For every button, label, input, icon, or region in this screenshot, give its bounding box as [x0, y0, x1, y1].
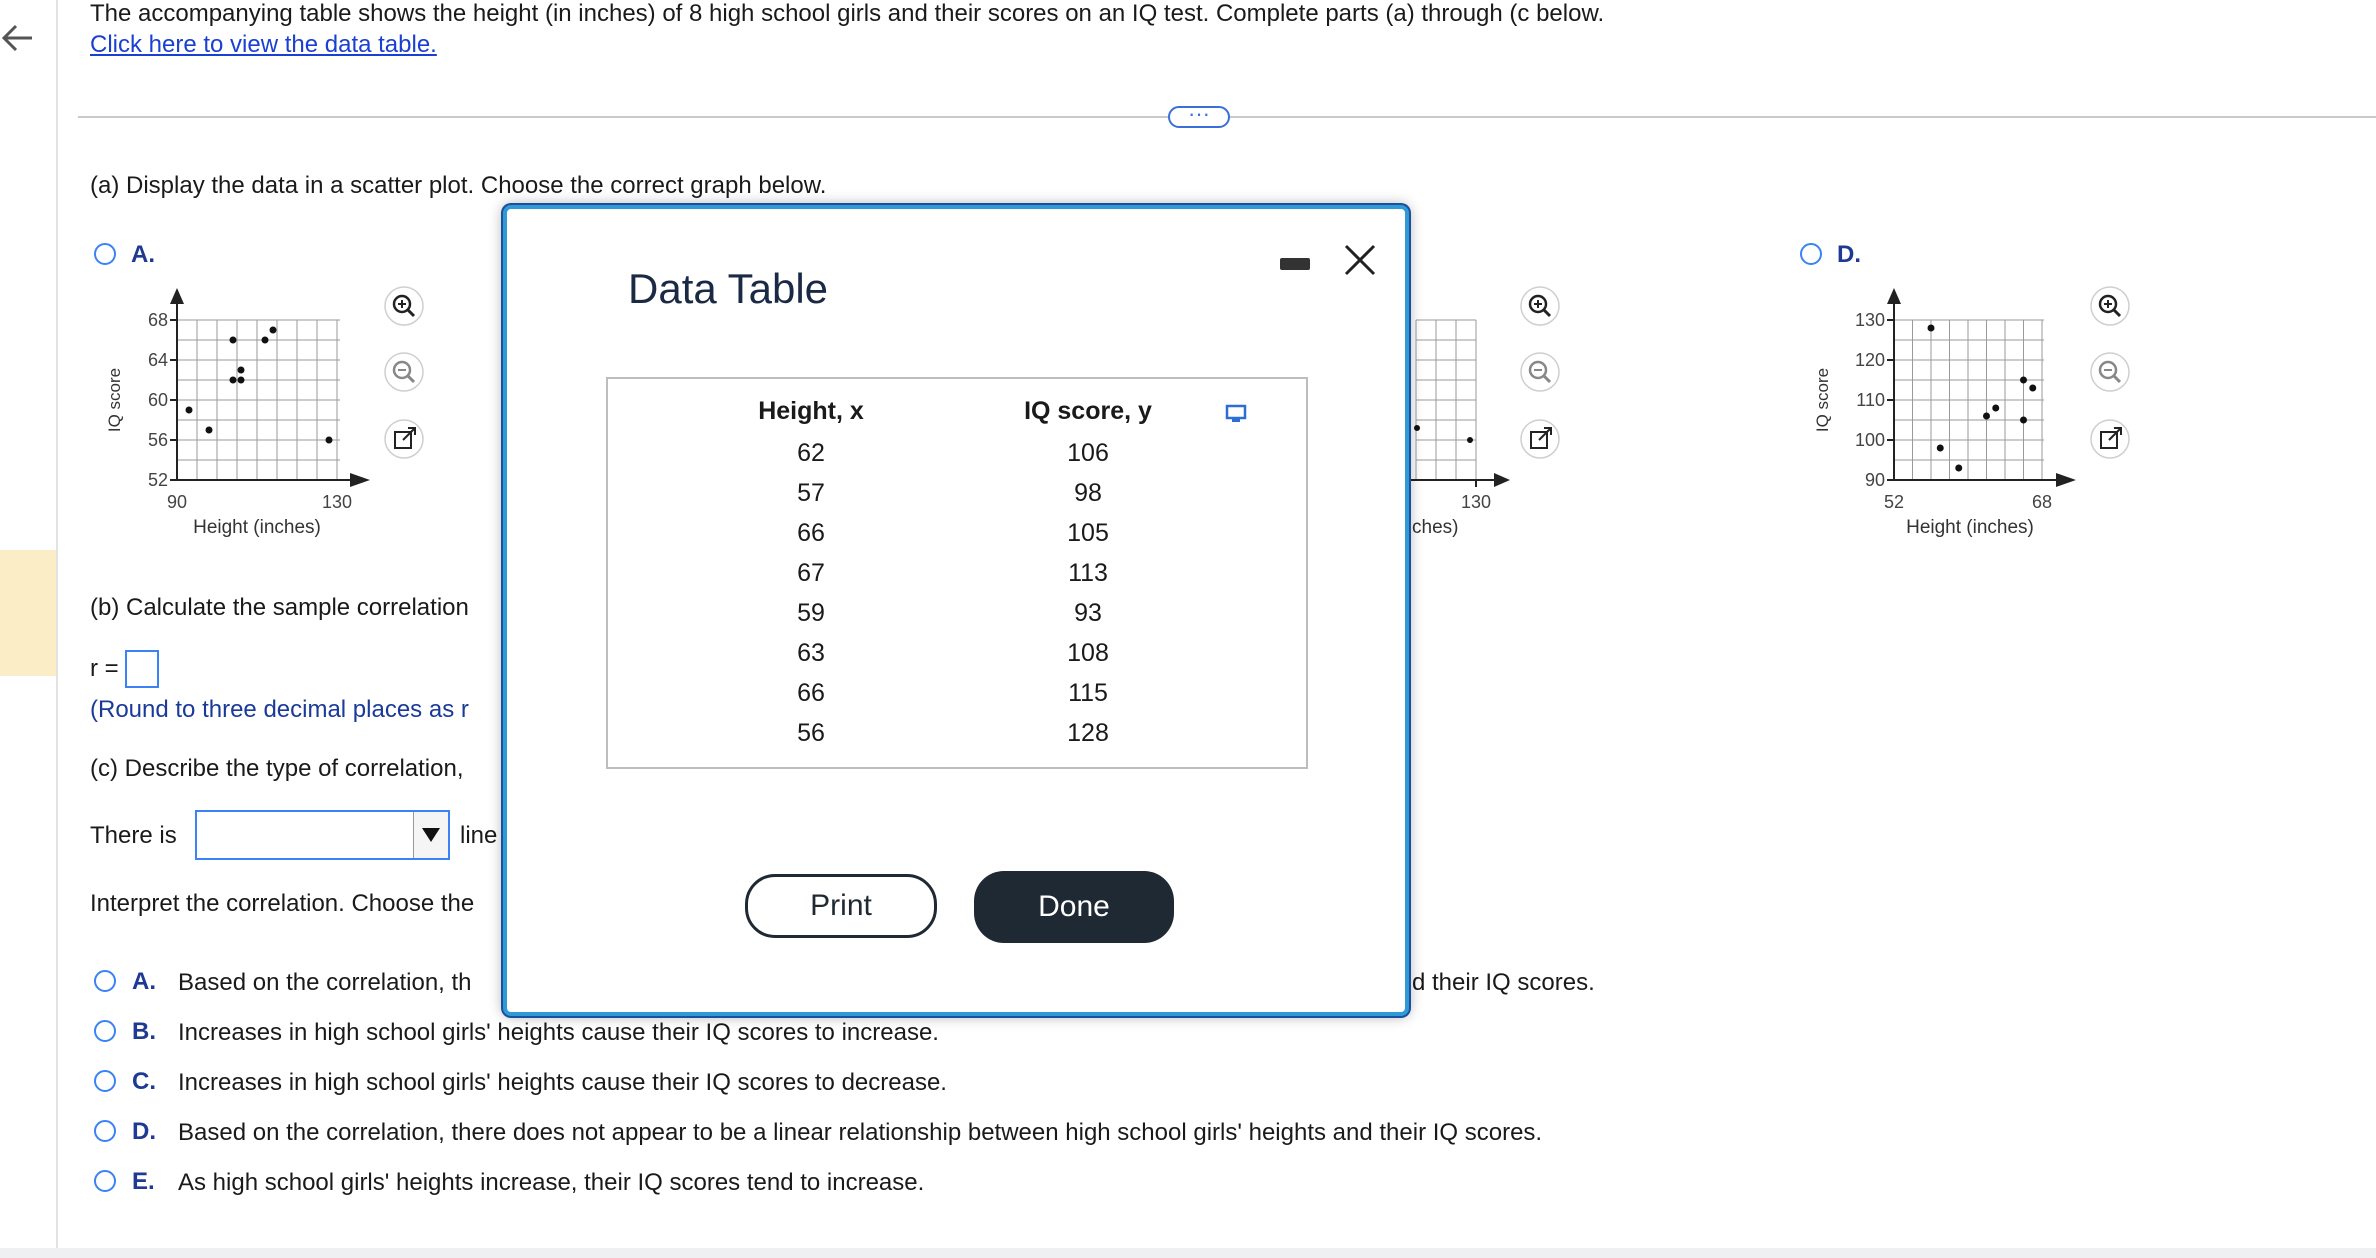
- left-border: [56, 0, 58, 1258]
- iq-cell: 98: [1074, 479, 1102, 507]
- point-d-3: [1983, 413, 1990, 420]
- table-row: [608, 479, 1306, 519]
- point-d-0: [1928, 325, 1935, 332]
- correlation-type-dropdown[interactable]: [195, 810, 450, 860]
- iq-cell: 105: [1067, 519, 1109, 547]
- xtick-a-0: 90: [166, 492, 188, 512]
- ytick-a-2: 60: [147, 390, 168, 410]
- table-row: [608, 519, 1306, 559]
- iq-cell: 108: [1067, 639, 1109, 667]
- answer-d-letter: D.: [132, 1118, 156, 1145]
- iq-cell: 106: [1067, 439, 1109, 467]
- scatter-plot-d: [1800, 280, 2100, 550]
- part-c-prompt: (c) Describe the type of correlation,: [90, 755, 464, 782]
- point-a-3: [230, 377, 237, 384]
- answer-a-radio[interactable]: [94, 970, 116, 992]
- table-row: [608, 599, 1306, 639]
- answer-b-text: Increases in high school girls' heights cause their IQ scores to increase.: [178, 1019, 939, 1046]
- zoom-in-icon-d[interactable]: [2089, 285, 2131, 327]
- point-d-6: [2020, 377, 2027, 384]
- point-d-5: [2020, 417, 2027, 424]
- answer-b-radio[interactable]: [94, 1020, 116, 1042]
- table-row: [608, 439, 1306, 479]
- answer-c-radio[interactable]: [94, 1070, 116, 1092]
- ytick-d-2: 110: [1856, 390, 1885, 410]
- table-row: [608, 559, 1306, 599]
- point-a-4: [238, 367, 245, 374]
- zoom-in-icon-c[interactable]: [1519, 285, 1561, 327]
- answer-a-letter: A.: [132, 968, 156, 995]
- xtick-a-1: 130: [321, 492, 353, 512]
- answer-d-text: Based on the correlation, there does not appear to be a linear relationship between high school girls' heights and their IQ scores.: [178, 1119, 1543, 1146]
- zoom-out-icon[interactable]: [383, 351, 425, 393]
- zoom-in-icon[interactable]: [383, 285, 425, 327]
- open-external-icon-c[interactable]: [1519, 418, 1561, 460]
- interpret-prompt: Interpret the correlation. Choose the: [90, 890, 475, 917]
- round-note: (Round to three decimal places as r: [90, 696, 469, 723]
- height-cell: 56: [797, 719, 825, 747]
- ytick-d-0: 130: [1854, 310, 1885, 330]
- iq-cell: 115: [1068, 679, 1108, 707]
- option-a-letter: A.: [131, 241, 155, 268]
- point-a-6: [262, 337, 269, 344]
- bottom-bar: [0, 1248, 2376, 1258]
- answer-e-radio[interactable]: [94, 1170, 116, 1192]
- xtick-d-0: 52: [1883, 492, 1905, 512]
- point-c-2: [1414, 425, 1420, 431]
- part-a-prompt: (a) Display the data in a scatter plot. Choose the correct graph below.: [90, 172, 827, 199]
- x-arrow-a: [350, 473, 370, 487]
- ytick-d-1: 120: [1854, 350, 1885, 370]
- highlight-bar: [0, 550, 56, 676]
- there-is-label: There is: [90, 822, 177, 849]
- xlabel-a: Height (inches): [193, 517, 321, 538]
- scatter-plot-c-partial: [1400, 300, 1520, 540]
- answer-a-tail: d their IQ scores.: [1412, 969, 1595, 996]
- ytick-a-1: 64: [147, 350, 168, 370]
- open-external-icon-d[interactable]: [2089, 418, 2131, 460]
- print-button[interactable]: Print: [745, 874, 937, 938]
- part-b-prompt: (b) Calculate the sample correlation: [90, 594, 469, 621]
- height-cell: 66: [797, 519, 825, 547]
- table-row: [608, 679, 1306, 719]
- point-a-8: [326, 437, 333, 444]
- points-d: [1928, 325, 2037, 472]
- answer-e-text: As high school girls' heights increase, their IQ scores tend to increase.: [178, 1169, 925, 1196]
- option-d-letter: D.: [1837, 241, 1861, 268]
- ylabel-d: IQ score: [1813, 367, 1832, 433]
- xtick-d-1: 68: [2031, 492, 2053, 512]
- open-external-icon[interactable]: [383, 418, 425, 460]
- point-a-1: [206, 427, 213, 434]
- points-a: [186, 327, 333, 444]
- option-a-radio[interactable]: [94, 243, 116, 265]
- answer-c-text: Increases in high school girls' heights cause their IQ scores to decrease.: [178, 1069, 947, 1096]
- answer-c-letter: C.: [132, 1068, 156, 1095]
- height-cell: 62: [797, 439, 825, 467]
- scatter-plot-a: [100, 280, 380, 550]
- data-table-link[interactable]: Click here to view the data table.: [90, 31, 437, 58]
- xtick-c: 130: [1460, 492, 1492, 512]
- height-cell: 66: [797, 679, 825, 707]
- table-row: [608, 639, 1306, 679]
- grid-d: [1894, 320, 2044, 480]
- xlabel-d: Height (inches): [1906, 517, 2034, 538]
- minimize-button[interactable]: [1280, 258, 1310, 270]
- data-table: [606, 377, 1308, 769]
- header-iq: IQ score, y: [1024, 397, 1152, 425]
- ytick-d-4: 90: [1864, 470, 1885, 490]
- answer-d-radio[interactable]: [94, 1120, 116, 1142]
- line-fragment: line: [460, 822, 498, 849]
- zoom-out-icon-c[interactable]: [1519, 351, 1561, 393]
- iq-cell: 113: [1068, 559, 1108, 587]
- answer-e-letter: E.: [132, 1168, 155, 1195]
- r-label: r =: [90, 655, 119, 682]
- ytick-a-3: 56: [147, 430, 168, 450]
- modal-title: Data Table: [628, 265, 829, 312]
- point-d-2: [1955, 465, 1962, 472]
- height-cell: 59: [797, 599, 825, 627]
- height-cell: 57: [797, 479, 825, 507]
- option-d-radio[interactable]: [1800, 243, 1822, 265]
- table-row: [608, 719, 1306, 759]
- grid-a: [177, 320, 340, 480]
- header-height: Height, x: [758, 397, 864, 425]
- x-arrow-d: [2056, 473, 2076, 487]
- point-d-4: [1992, 405, 1999, 412]
- point-a-5: [238, 377, 245, 384]
- answer-a-text: Based on the correlation, th: [178, 969, 472, 996]
- ylabel-a: IQ score: [105, 367, 124, 433]
- ytick-a-0: 68: [147, 310, 168, 330]
- copy-table-icon[interactable]: [1224, 403, 1250, 427]
- iq-cell: 128: [1067, 719, 1109, 747]
- y-arrow-a: [170, 288, 184, 304]
- ytick-d-3: 100: [1854, 430, 1885, 450]
- done-button[interactable]: Done: [974, 871, 1174, 943]
- iq-cell: 93: [1074, 599, 1102, 627]
- close-icon[interactable]: [1340, 240, 1380, 280]
- point-d-7: [2029, 385, 2036, 392]
- point-a-2: [230, 337, 237, 344]
- height-cell: 63: [797, 639, 825, 667]
- expand-ellipsis-button[interactable]: ···: [1168, 106, 1230, 128]
- point-d-1: [1937, 445, 1944, 452]
- y-arrow-d: [1887, 288, 1901, 304]
- dropdown-arrow-icon: [413, 812, 448, 858]
- question-intro: The accompanying table shows the height (in inches) of 8 high school girls and their scores on an IQ test. Complete parts (a) through (c below.: [90, 0, 1605, 27]
- r-answer-input[interactable]: [125, 650, 159, 688]
- answer-b-letter: B.: [132, 1018, 156, 1045]
- zoom-out-icon-d[interactable]: [2089, 351, 2131, 393]
- height-cell: 67: [797, 559, 825, 587]
- ytick-a-4: 52: [147, 470, 168, 490]
- xlabel-c-fragment: ches): [1412, 517, 1459, 538]
- point-c-1: [1467, 437, 1473, 443]
- point-a-0: [186, 407, 193, 414]
- point-a-7: [270, 327, 277, 334]
- back-arrow-icon[interactable]: [0, 20, 36, 56]
